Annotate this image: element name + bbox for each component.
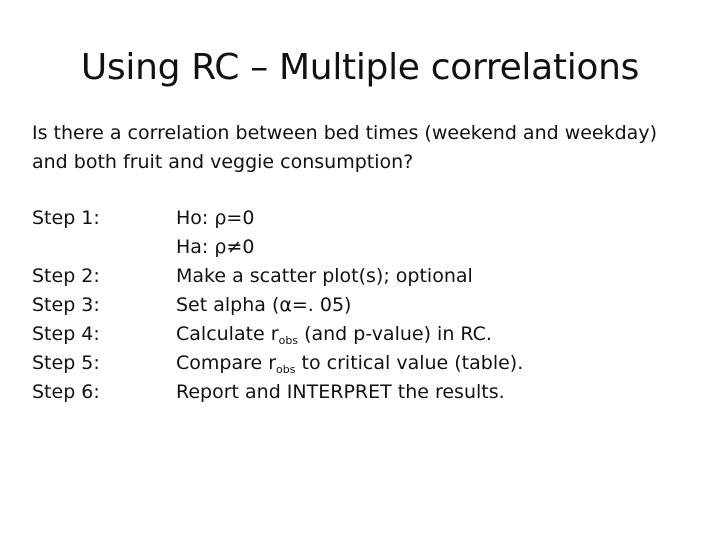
step-text: Set alpha (α=. 05) — [176, 294, 352, 316]
step-text: Ha: ρ≠0 — [176, 236, 255, 258]
step-text: Make a scatter plot(s); optional — [176, 265, 473, 287]
step-label: Step 1: — [32, 207, 100, 229]
step-text-post: (and p-value) in RC. — [298, 323, 492, 345]
obs-subscript: obs — [276, 363, 296, 376]
step-text-post: to critical value (table). — [295, 352, 524, 374]
step-row-5 — [32, 349, 692, 378]
step-label: Step 4: — [32, 323, 100, 345]
step-text — [176, 349, 692, 378]
step-row-1b — [32, 233, 692, 262]
step-text — [176, 320, 692, 349]
step-label: Step 6: — [32, 381, 100, 403]
step-row-1 — [32, 204, 692, 233]
step-row-6 — [32, 378, 692, 407]
steps-list — [32, 204, 692, 407]
step-label: Step 3: — [32, 294, 100, 316]
step-text: Report and INTERPRET the results. — [176, 381, 505, 403]
step-text: Ho: ρ=0 — [176, 207, 255, 229]
step-text-pre: Compare r — [176, 352, 277, 374]
step-label: Step 5: — [32, 352, 100, 374]
step-label: Step 2: — [32, 265, 100, 287]
research-question: Is there a correlation between bed times (weekend and weekday) and both fruit and veggie consumption? — [32, 122, 657, 173]
step-row-4 — [32, 320, 692, 349]
step-label — [32, 233, 176, 262]
obs-subscript: obs — [278, 334, 299, 347]
step-row-2 — [32, 262, 692, 291]
step-text-pre: Calculate r — [176, 323, 279, 345]
slide-title: Using RC – Multiple correlations — [80, 47, 640, 88]
step-row-3 — [32, 291, 692, 320]
